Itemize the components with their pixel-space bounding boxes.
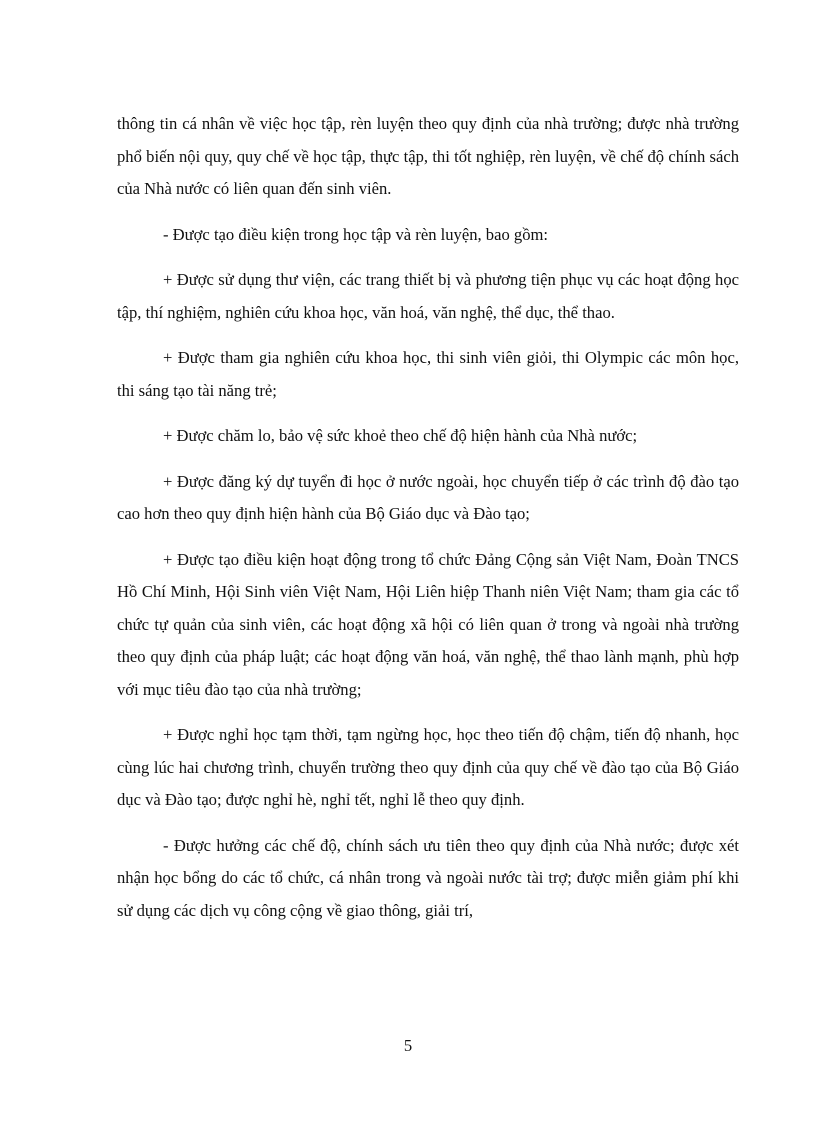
paragraph-library-facilities: + Được sử dụng thư viện, các trang thiết bị và phương tiện phục vụ các hoạt động học tập, thí nghiệm, nghiên cứu khoa học, văn hoá, văn nghệ, thể dục, thể thao.	[117, 270, 739, 322]
document-page	[117, 108, 739, 940]
paragraph-research-olympic: + Được tham gia nghiên cứu khoa học, thi sinh viên giỏi, thi Olympic các môn học, thi sáng tạo tài năng trẻ;	[117, 348, 739, 400]
paragraph-continuation: thông tin cá nhân về việc học tập, rèn luyện theo quy định của nhà trường; được nhà trường phổ biến nội quy, quy chế về học tập, thực tập, thi tốt nghiệp, rèn luyện, về chế độ chính sách của Nhà nước có liên quan đến sinh viên.	[117, 114, 739, 198]
paragraph-priority-policies: - Được hưởng các chế độ, chính sách ưu tiên theo quy định của Nhà nước; được xét nhận học bổng do các tổ chức, cá nhân trong và ngoài nước tài trợ; được miễn giảm phí khi sử dụng các dịch vụ công cộng về giao thông, giải trí,	[117, 835, 739, 920]
paragraph-study-leave: + Được nghỉ học tạm thời, tạm ngừng học, học theo tiến độ chậm, tiến độ nhanh, học cùng lúc hai chương trình, chuyển trường theo quy định của quy chế về đào tạo của Bộ Giáo dục và Đào tạo; được nghỉ hè, nghỉ tết, nghỉ lễ theo quy định.	[117, 725, 739, 809]
paragraph-training-conditions: - Được tạo điều kiện trong học tập và rèn luyện, bao gồm:	[163, 224, 549, 244]
page-number: 5	[403, 1036, 413, 1055]
paragraph-health-care: + Được chăm lo, bảo vệ sức khoẻ theo chế độ hiện hành của Nhà nước;	[163, 426, 638, 445]
paragraph-organization-activities: + Được tạo điều kiện hoạt động trong tổ chức Đảng Cộng sản Việt Nam, Đoàn TNCS Hồ Chí Minh, Hội Sinh viên Việt Nam, Hội Liên hiệp Thanh niên Việt Nam; tham gia các tổ chức tự quản của sinh viên, các hoạt động xã hội có liên quan ở trong và ngoài nhà trường theo quy định của pháp luật; các hoạt động văn hoá, văn nghệ, thể thao lành mạnh, phù hợp với mục tiêu đào tạo của nhà trường;	[117, 549, 739, 699]
paragraph-study-abroad: + Được đăng ký dự tuyển đi học ở nước ngoài, học chuyển tiếp ở các trình độ đào tạo cao hơn theo quy định hiện hành của Bộ Giáo dục và Đào tạo;	[117, 471, 739, 523]
